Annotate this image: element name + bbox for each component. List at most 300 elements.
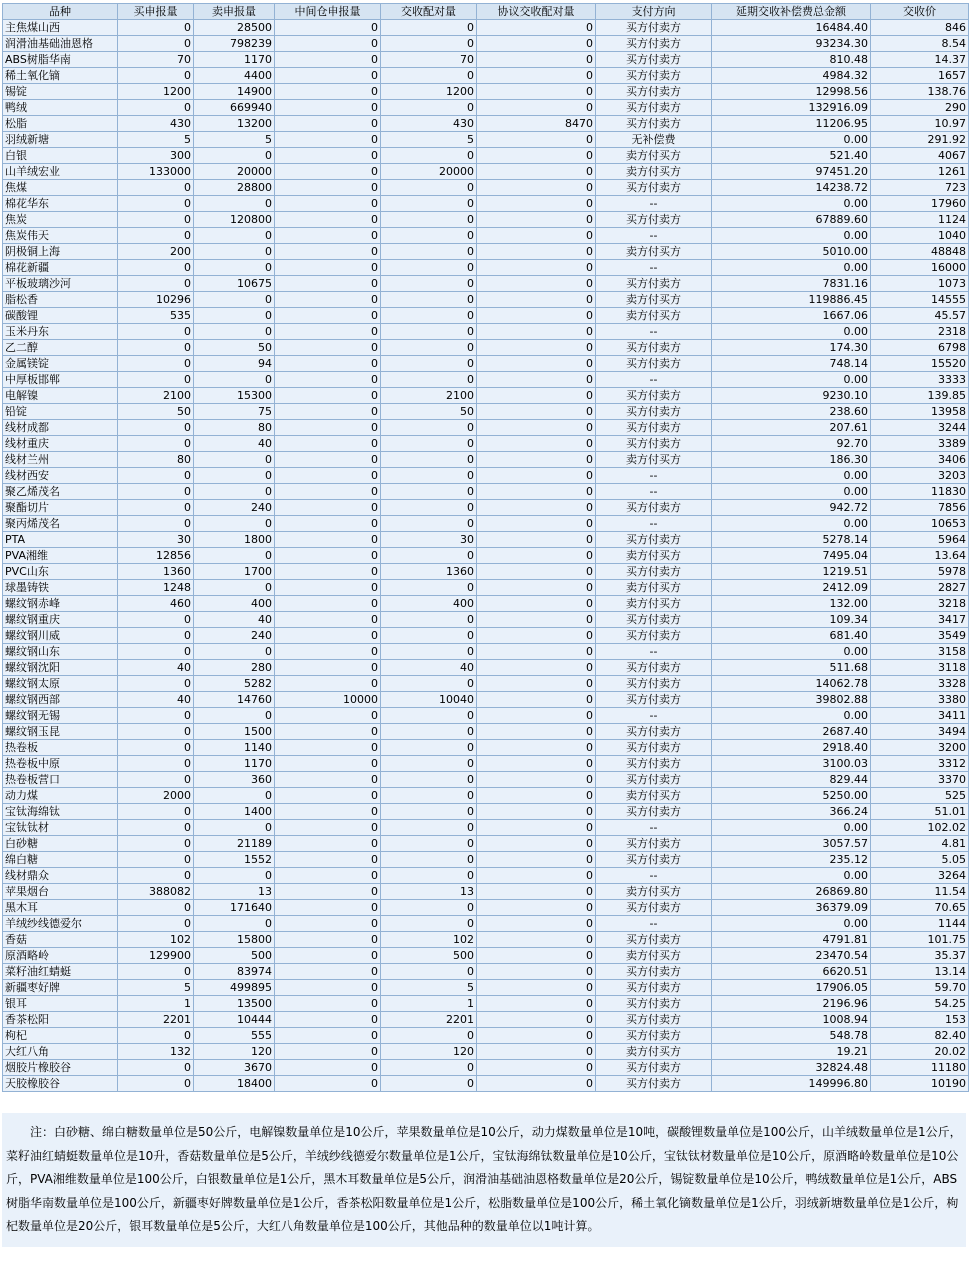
pay-direction-cell: 买方付卖方	[596, 980, 712, 996]
buy-qty-cell: 1248	[118, 580, 194, 596]
pay-direction-cell: --	[596, 468, 712, 484]
delivery-price-cell: 10653	[871, 516, 969, 532]
agreement-qty-cell: 0	[477, 932, 596, 948]
agreement-qty-cell: 0	[477, 660, 596, 676]
compensation-amount-cell: 7831.16	[712, 276, 871, 292]
table-row	[3, 548, 969, 564]
agreement-qty-cell: 0	[477, 1028, 596, 1044]
sell-qty-cell: 28500	[194, 20, 275, 36]
product-name-cell: 新疆枣好牌	[3, 980, 118, 996]
table-row	[3, 724, 969, 740]
middle-qty-cell: 0	[275, 1060, 381, 1076]
buy-qty-cell: 80	[118, 452, 194, 468]
agreement-qty-cell: 0	[477, 36, 596, 52]
compensation-amount-cell: 0.00	[712, 196, 871, 212]
table-row	[3, 516, 969, 532]
match-qty-cell: 0	[381, 292, 477, 308]
pay-direction-cell: 买方付卖方	[596, 964, 712, 980]
product-name-cell: 线材兰州	[3, 452, 118, 468]
sell-qty-cell: 4400	[194, 68, 275, 84]
compensation-amount-cell: 174.30	[712, 340, 871, 356]
middle-qty-cell: 0	[275, 868, 381, 884]
delivery-price-cell: 525	[871, 788, 969, 804]
sell-qty-cell: 360	[194, 772, 275, 788]
middle-qty-cell: 0	[275, 292, 381, 308]
match-qty-cell: 1200	[381, 84, 477, 100]
agreement-qty-cell: 0	[477, 420, 596, 436]
sell-qty-cell: 1140	[194, 740, 275, 756]
product-name-cell: 锡锭	[3, 84, 118, 100]
match-qty-cell: 0	[381, 452, 477, 468]
product-name-cell: 螺纹钢无锡	[3, 708, 118, 724]
middle-qty-cell: 0	[275, 900, 381, 916]
buy-qty-cell: 430	[118, 116, 194, 132]
agreement-qty-cell: 0	[477, 900, 596, 916]
agreement-qty-cell: 0	[477, 804, 596, 820]
match-qty-cell: 5	[381, 980, 477, 996]
middle-qty-cell: 0	[275, 580, 381, 596]
match-qty-cell: 13	[381, 884, 477, 900]
compensation-amount-cell: 7495.04	[712, 548, 871, 564]
sell-qty-cell: 0	[194, 916, 275, 932]
pay-direction-cell: 买方付卖方	[596, 500, 712, 516]
match-qty-cell: 2201	[381, 1012, 477, 1028]
delivery-price-cell: 82.40	[871, 1028, 969, 1044]
match-qty-cell: 0	[381, 260, 477, 276]
table-row	[3, 916, 969, 932]
buy-qty-cell: 0	[118, 964, 194, 980]
buy-qty-cell: 0	[118, 516, 194, 532]
table-row	[3, 612, 969, 628]
delivery-price-cell: 70.65	[871, 900, 969, 916]
compensation-amount-cell: 366.24	[712, 804, 871, 820]
buy-qty-cell: 0	[118, 180, 194, 196]
table-row	[3, 292, 969, 308]
product-name-cell: 螺纹钢赤峰	[3, 596, 118, 612]
table-row	[3, 452, 969, 468]
compensation-amount-cell: 1219.51	[712, 564, 871, 580]
pay-direction-cell: 买方付卖方	[596, 20, 712, 36]
buy-qty-cell: 2201	[118, 1012, 194, 1028]
delivery-price-cell: 11830	[871, 484, 969, 500]
match-qty-cell: 0	[381, 724, 477, 740]
agreement-qty-cell: 0	[477, 676, 596, 692]
table-row	[3, 772, 969, 788]
sell-qty-cell: 1170	[194, 52, 275, 68]
product-name-cell: 菜籽油红蜻蜓	[3, 964, 118, 980]
agreement-qty-cell: 0	[477, 196, 596, 212]
buy-qty-cell: 2000	[118, 788, 194, 804]
agreement-qty-cell: 0	[477, 564, 596, 580]
middle-qty-cell: 0	[275, 340, 381, 356]
sell-qty-cell: 120800	[194, 212, 275, 228]
compensation-amount-cell: 0.00	[712, 868, 871, 884]
table-row	[3, 148, 969, 164]
match-qty-cell: 2100	[381, 388, 477, 404]
delivery-price-cell: 2318	[871, 324, 969, 340]
compensation-amount-cell: 5278.14	[712, 532, 871, 548]
middle-qty-cell: 0	[275, 884, 381, 900]
table-row	[3, 1060, 969, 1076]
agreement-qty-cell: 0	[477, 532, 596, 548]
buy-qty-cell: 0	[118, 1076, 194, 1092]
product-name-cell: 白银	[3, 148, 118, 164]
compensation-amount-cell: 5010.00	[712, 244, 871, 260]
agreement-qty-cell: 0	[477, 612, 596, 628]
table-row	[3, 900, 969, 916]
match-qty-cell: 0	[381, 548, 477, 564]
delivery-price-cell: 3244	[871, 420, 969, 436]
delivery-price-cell: 3264	[871, 868, 969, 884]
compensation-amount-cell: 11206.95	[712, 116, 871, 132]
agreement-qty-cell: 0	[477, 324, 596, 340]
middle-qty-cell: 0	[275, 260, 381, 276]
buy-qty-cell: 30	[118, 532, 194, 548]
compensation-amount-cell: 26869.80	[712, 884, 871, 900]
pay-direction-cell: --	[596, 228, 712, 244]
match-qty-cell: 70	[381, 52, 477, 68]
table-row	[3, 740, 969, 756]
delivery-price-cell: 59.70	[871, 980, 969, 996]
middle-qty-cell: 0	[275, 596, 381, 612]
sell-qty-cell: 798239	[194, 36, 275, 52]
middle-qty-cell: 0	[275, 132, 381, 148]
match-qty-cell: 0	[381, 612, 477, 628]
compensation-amount-cell: 2412.09	[712, 580, 871, 596]
pay-direction-cell: 买方付卖方	[596, 532, 712, 548]
product-name-cell: 螺纹钢山东	[3, 644, 118, 660]
table-row	[3, 980, 969, 996]
product-name-cell: 动力煤	[3, 788, 118, 804]
match-qty-cell: 0	[381, 308, 477, 324]
compensation-amount-cell: 2196.96	[712, 996, 871, 1012]
buy-qty-cell: 2100	[118, 388, 194, 404]
header-product: 品种	[3, 4, 118, 20]
header-agreement-qty: 协议交收配对量	[477, 4, 596, 20]
pay-direction-cell: 买方付卖方	[596, 1012, 712, 1028]
product-name-cell: 松脂	[3, 116, 118, 132]
agreement-qty-cell: 0	[477, 836, 596, 852]
match-qty-cell: 0	[381, 148, 477, 164]
pay-direction-cell: 买方付卖方	[596, 900, 712, 916]
compensation-amount-cell: 810.48	[712, 52, 871, 68]
middle-qty-cell: 0	[275, 20, 381, 36]
agreement-qty-cell: 0	[477, 1060, 596, 1076]
table-row	[3, 196, 969, 212]
table-row	[3, 276, 969, 292]
table-row	[3, 788, 969, 804]
buy-qty-cell: 0	[118, 1060, 194, 1076]
table-row	[3, 708, 969, 724]
table-row	[3, 468, 969, 484]
compensation-amount-cell: 132916.09	[712, 100, 871, 116]
sell-qty-cell: 0	[194, 516, 275, 532]
sell-qty-cell: 0	[194, 308, 275, 324]
buy-qty-cell: 0	[118, 724, 194, 740]
pay-direction-cell: 卖方付买方	[596, 148, 712, 164]
buy-qty-cell: 0	[118, 852, 194, 868]
sell-qty-cell: 13	[194, 884, 275, 900]
compensation-amount-cell: 16484.40	[712, 20, 871, 36]
delivery-price-cell: 13.14	[871, 964, 969, 980]
compensation-amount-cell: 9230.10	[712, 388, 871, 404]
match-qty-cell: 0	[381, 804, 477, 820]
pay-direction-cell: 买方付卖方	[596, 100, 712, 116]
match-qty-cell: 0	[381, 420, 477, 436]
buy-qty-cell: 102	[118, 932, 194, 948]
compensation-amount-cell: 149996.80	[712, 1076, 871, 1092]
compensation-amount-cell: 0.00	[712, 260, 871, 276]
product-name-cell: 香菇	[3, 932, 118, 948]
table-row	[3, 260, 969, 276]
agreement-qty-cell: 0	[477, 980, 596, 996]
sell-qty-cell: 80	[194, 420, 275, 436]
product-name-cell: 黑木耳	[3, 900, 118, 916]
product-name-cell: 线材重庆	[3, 436, 118, 452]
sell-qty-cell: 0	[194, 260, 275, 276]
buy-qty-cell: 0	[118, 228, 194, 244]
delivery-price-cell: 3203	[871, 468, 969, 484]
pay-direction-cell: 买方付卖方	[596, 756, 712, 772]
match-qty-cell: 20000	[381, 164, 477, 180]
match-qty-cell: 0	[381, 100, 477, 116]
compensation-amount-cell: 235.12	[712, 852, 871, 868]
header-delivery-price: 交收价	[871, 4, 969, 20]
sell-qty-cell: 21189	[194, 836, 275, 852]
agreement-qty-cell: 0	[477, 436, 596, 452]
agreement-qty-cell: 0	[477, 340, 596, 356]
buy-qty-cell: 0	[118, 356, 194, 372]
agreement-qty-cell: 0	[477, 52, 596, 68]
agreement-qty-cell: 0	[477, 516, 596, 532]
pay-direction-cell: 买方付卖方	[596, 612, 712, 628]
compensation-amount-cell: 186.30	[712, 452, 871, 468]
match-qty-cell: 0	[381, 324, 477, 340]
product-name-cell: ABS树脂华南	[3, 52, 118, 68]
delivery-price-cell: 54.25	[871, 996, 969, 1012]
agreement-qty-cell: 0	[477, 740, 596, 756]
compensation-amount-cell: 0.00	[712, 916, 871, 932]
sell-qty-cell: 13500	[194, 996, 275, 1012]
table-row	[3, 964, 969, 980]
agreement-qty-cell: 0	[477, 276, 596, 292]
match-qty-cell: 0	[381, 964, 477, 980]
delivery-price-cell: 35.37	[871, 948, 969, 964]
buy-qty-cell: 0	[118, 644, 194, 660]
table-row	[3, 340, 969, 356]
product-name-cell: 烟胶片橡胶谷	[3, 1060, 118, 1076]
product-name-cell: 螺纹钢川威	[3, 628, 118, 644]
sell-qty-cell: 28800	[194, 180, 275, 196]
table-row	[3, 180, 969, 196]
middle-qty-cell: 0	[275, 916, 381, 932]
product-name-cell: PVA湘维	[3, 548, 118, 564]
sell-qty-cell: 40	[194, 436, 275, 452]
delivery-price-cell: 138.76	[871, 84, 969, 100]
pay-direction-cell: 买方付卖方	[596, 1028, 712, 1044]
buy-qty-cell: 0	[118, 772, 194, 788]
match-qty-cell: 40	[381, 660, 477, 676]
compensation-amount-cell: 32824.48	[712, 1060, 871, 1076]
sell-qty-cell: 0	[194, 372, 275, 388]
sell-qty-cell: 14900	[194, 84, 275, 100]
middle-qty-cell: 0	[275, 1044, 381, 1060]
agreement-qty-cell: 0	[477, 404, 596, 420]
pay-direction-cell: 卖方付买方	[596, 580, 712, 596]
table-row	[3, 596, 969, 612]
agreement-qty-cell: 0	[477, 228, 596, 244]
delivery-price-cell: 101.75	[871, 932, 969, 948]
table-row	[3, 52, 969, 68]
compensation-amount-cell: 0.00	[712, 484, 871, 500]
compensation-amount-cell: 67889.60	[712, 212, 871, 228]
buy-qty-cell: 10296	[118, 292, 194, 308]
middle-qty-cell: 0	[275, 436, 381, 452]
buy-qty-cell: 0	[118, 500, 194, 516]
table-row	[3, 132, 969, 148]
pay-direction-cell: 卖方付买方	[596, 308, 712, 324]
product-name-cell: 金属镁锭	[3, 356, 118, 372]
compensation-amount-cell: 829.44	[712, 772, 871, 788]
sell-qty-cell: 0	[194, 468, 275, 484]
delivery-price-cell: 20.02	[871, 1044, 969, 1060]
sell-qty-cell: 499895	[194, 980, 275, 996]
buy-qty-cell: 70	[118, 52, 194, 68]
delivery-price-cell: 5978	[871, 564, 969, 580]
match-qty-cell: 0	[381, 644, 477, 660]
match-qty-cell: 0	[381, 356, 477, 372]
delivery-price-cell: 139.85	[871, 388, 969, 404]
sell-qty-cell: 5	[194, 132, 275, 148]
pay-direction-cell: --	[596, 820, 712, 836]
middle-qty-cell: 0	[275, 644, 381, 660]
product-name-cell: 脂松香	[3, 292, 118, 308]
middle-qty-cell: 0	[275, 788, 381, 804]
agreement-qty-cell: 0	[477, 244, 596, 260]
sell-qty-cell: 83974	[194, 964, 275, 980]
middle-qty-cell: 0	[275, 804, 381, 820]
match-qty-cell: 0	[381, 740, 477, 756]
middle-qty-cell: 0	[275, 836, 381, 852]
delivery-price-cell: 8.54	[871, 36, 969, 52]
match-qty-cell: 0	[381, 468, 477, 484]
middle-qty-cell: 0	[275, 308, 381, 324]
table-row	[3, 100, 969, 116]
delivery-price-cell: 3218	[871, 596, 969, 612]
middle-qty-cell: 0	[275, 276, 381, 292]
pay-direction-cell: 买方付卖方	[596, 804, 712, 820]
delivery-price-cell: 14.37	[871, 52, 969, 68]
agreement-qty-cell: 0	[477, 916, 596, 932]
table-row	[3, 532, 969, 548]
table-row	[3, 852, 969, 868]
table-row	[3, 948, 969, 964]
sell-qty-cell: 500	[194, 948, 275, 964]
buy-qty-cell: 0	[118, 372, 194, 388]
pay-direction-cell: 卖方付买方	[596, 452, 712, 468]
unit-note: 注：白砂糖、绵白糖数量单位是50公斤，电解镍数量单位是10公斤，苹果数量单位是10公斤，动力煤数量单位是10吨，碳酸锂数量单位是100公斤，山羊绒数量单位是1公斤，菜籽油红蜻蜓数量单位是10升，香菇数量单位是5公斤，羊绒纱线德爱尔数量单位是1公斤，宝钛海绵钛数量单位是10公斤，宝钛钛材数量单位是10公斤，原酒略岭数量单位是10公斤，PVA湘维数量单位是100公斤，白银数量单位是1公斤，黑木耳数量单位是5公斤，润滑油基础油恩格数量单位是20公斤，锡锭数量单位是10公斤，鸭绒数量单位是1公斤，ABS树脂华南数量单位是100公斤，新疆枣好牌数量单位是1公斤，香茶松阳数量单位是1公斤，松脂数量单位是100公斤，稀土氧化镝数量单位是1公斤，羽绒新塘数量单位是1公斤，枸杞数量单位是20公斤，银耳数量单位是5公斤，大红八角数量单位是100公斤，其他品种的数量单位以1吨计算。	[2, 1113, 966, 1247]
agreement-qty-cell: 0	[477, 1044, 596, 1060]
agreement-qty-cell: 0	[477, 100, 596, 116]
delivery-price-cell: 5964	[871, 532, 969, 548]
delivery-price-cell: 11180	[871, 1060, 969, 1076]
compensation-amount-cell: 0.00	[712, 132, 871, 148]
match-qty-cell: 0	[381, 68, 477, 84]
agreement-qty-cell: 0	[477, 212, 596, 228]
agreement-qty-cell: 0	[477, 132, 596, 148]
sell-qty-cell: 14760	[194, 692, 275, 708]
product-name-cell: 天胶橡胶谷	[3, 1076, 118, 1092]
header-buy-qty: 买申报量	[118, 4, 194, 20]
match-qty-cell: 0	[381, 212, 477, 228]
sell-qty-cell: 240	[194, 628, 275, 644]
product-name-cell: 球墨铸铁	[3, 580, 118, 596]
buy-qty-cell: 0	[118, 804, 194, 820]
agreement-qty-cell: 0	[477, 180, 596, 196]
compensation-amount-cell: 681.40	[712, 628, 871, 644]
header-match-qty: 交收配对量	[381, 4, 477, 20]
match-qty-cell: 0	[381, 228, 477, 244]
middle-qty-cell: 0	[275, 532, 381, 548]
buy-qty-cell: 388082	[118, 884, 194, 900]
product-name-cell: 乙二醇	[3, 340, 118, 356]
agreement-qty-cell: 0	[477, 788, 596, 804]
match-qty-cell: 500	[381, 948, 477, 964]
middle-qty-cell: 0	[275, 404, 381, 420]
compensation-amount-cell: 97451.20	[712, 164, 871, 180]
pay-direction-cell: 买方付卖方	[596, 692, 712, 708]
middle-qty-cell: 0	[275, 52, 381, 68]
agreement-qty-cell: 0	[477, 852, 596, 868]
table-row	[3, 20, 969, 36]
match-qty-cell: 0	[381, 772, 477, 788]
buy-qty-cell: 0	[118, 276, 194, 292]
buy-qty-cell: 0	[118, 212, 194, 228]
product-name-cell: 棉花华东	[3, 196, 118, 212]
middle-qty-cell: 0	[275, 148, 381, 164]
sell-qty-cell: 0	[194, 324, 275, 340]
pay-direction-cell: 买方付卖方	[596, 84, 712, 100]
match-qty-cell: 0	[381, 244, 477, 260]
table-header-row	[3, 4, 969, 20]
product-name-cell: 热卷板营口	[3, 772, 118, 788]
table-row	[3, 756, 969, 772]
delivery-price-cell: 4067	[871, 148, 969, 164]
pay-direction-cell: --	[596, 196, 712, 212]
middle-qty-cell: 0	[275, 676, 381, 692]
table-row	[3, 164, 969, 180]
buy-qty-cell: 0	[118, 324, 194, 340]
middle-qty-cell: 0	[275, 196, 381, 212]
table-row	[3, 212, 969, 228]
sell-qty-cell: 40	[194, 612, 275, 628]
delivery-price-cell: 1040	[871, 228, 969, 244]
table-row	[3, 804, 969, 820]
table-body	[3, 20, 969, 1092]
pay-direction-cell: 买方付卖方	[596, 436, 712, 452]
agreement-qty-cell: 0	[477, 148, 596, 164]
product-name-cell: 线材西安	[3, 468, 118, 484]
match-qty-cell: 0	[381, 1028, 477, 1044]
sell-qty-cell: 0	[194, 148, 275, 164]
pay-direction-cell: 买方付卖方	[596, 836, 712, 852]
pay-direction-cell: 买方付卖方	[596, 116, 712, 132]
middle-qty-cell: 0	[275, 164, 381, 180]
sell-qty-cell: 0	[194, 820, 275, 836]
product-name-cell: 原酒略岭	[3, 948, 118, 964]
middle-qty-cell: 0	[275, 852, 381, 868]
sell-qty-cell: 1400	[194, 804, 275, 820]
